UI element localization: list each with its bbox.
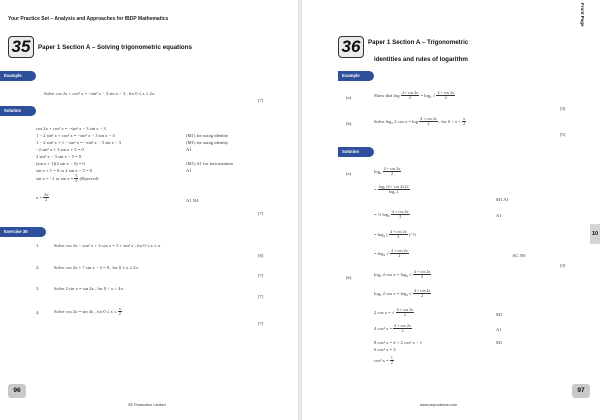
fraction-numerator: 4 + cos 2x — [401, 90, 419, 95]
cos-sq-result: cos² x = — [374, 357, 389, 363]
fraction-numerator: 5 — [75, 173, 78, 178]
fraction-denominator: 2 — [403, 312, 406, 318]
fraction-numerator: 4 + cos 2x — [437, 90, 455, 95]
exercise-number: 4. — [36, 310, 40, 315]
fraction-denominator: 2 — [421, 274, 424, 280]
section-title: Paper 1 Section A – Solving trigonometric equations — [38, 44, 192, 51]
solution-a-line-3 — [374, 210, 410, 220]
page-number: 96 — [8, 384, 26, 398]
fraction — [390, 249, 409, 259]
exercise-label: Exercise 35 — [0, 227, 46, 237]
solution-a-line-1 — [374, 167, 401, 177]
rejected-note: (Rejected) — [79, 175, 99, 181]
example-label: Example — [338, 71, 374, 81]
fraction — [391, 210, 410, 220]
question-b-suffix: , for 0 < x < — [438, 118, 461, 124]
section-title-line-1: Paper 1 Section A – Trigonometric — [368, 39, 469, 46]
solution-line: cos 2x + cos² x = −sin² x − 3 sin x − 3 — [36, 126, 106, 131]
fraction-inner: 4 + cos 2x — [387, 184, 405, 189]
solution-a-marks: [3] — [560, 263, 566, 268]
solution-note: (M1) for using identity — [186, 140, 229, 145]
log-base: = log₂ ( — [374, 231, 388, 237]
fraction-denominator: 2 — [427, 121, 430, 127]
exponent-half: )^½ — [408, 231, 416, 237]
fraction — [462, 117, 466, 127]
fraction-denominator: 2 — [398, 253, 401, 259]
question-b — [374, 117, 466, 127]
fraction-denominator: 2 — [399, 214, 402, 220]
page-number: 97 — [572, 384, 590, 398]
log-sign: = log₂ √ — [420, 92, 436, 98]
fraction — [413, 289, 432, 299]
exercise-marks: [7] — [258, 321, 264, 326]
footer-text: SE Production Limited — [128, 403, 166, 407]
exercise-marks: [7] — [258, 294, 264, 299]
solution-line: 1 − 2 sin² x + 1 − sin² x = −sin² x − 3 sin x − 3 — [36, 140, 122, 145]
fraction — [43, 193, 49, 203]
solution-b-line-6: 6 cos² x = 3 — [374, 347, 396, 352]
fraction — [396, 308, 415, 318]
fraction-denominator: 2 — [463, 121, 466, 127]
solution-note: (M1) for using identity — [186, 133, 229, 138]
solution-line: −2 sin² x + 3 sin x + 5 = 0 — [36, 147, 84, 152]
fraction-denominator: 2 — [408, 95, 411, 101]
solution-b-line-2 — [374, 289, 431, 299]
exercise-question-4 — [54, 307, 122, 317]
fraction-denominator: 2 — [390, 171, 393, 177]
solution-b-line-5: 8 cos² x = 4 + 2 cos² x − 1 — [374, 340, 423, 345]
front-page-label: Front Page — [580, 3, 585, 27]
fraction — [413, 270, 432, 280]
example-marks: [7] — [258, 98, 264, 103]
solution-b-a1: A1 — [496, 327, 502, 332]
fraction-denominator: 2 — [390, 360, 393, 366]
question-a-label: (a) — [346, 95, 352, 100]
right-page — [302, 0, 600, 420]
exercise-number: 1. — [36, 243, 40, 248]
fraction-denominator: 2 — [421, 293, 424, 299]
fraction-numerator: 3π — [44, 192, 49, 197]
exercise-question: Solve 2 sin x = sin 2x , for 0 < x < 4π . — [54, 286, 126, 291]
solution-b-line-3 — [374, 308, 414, 318]
fraction — [389, 230, 408, 240]
fraction — [118, 307, 122, 317]
fraction-numerator: π — [463, 116, 466, 121]
solution-final — [36, 193, 49, 203]
fraction — [401, 91, 420, 101]
solution-a-label: (a) — [346, 171, 352, 176]
solution-note: A1 — [186, 168, 192, 173]
footer-text: www.seprodstore.com — [420, 403, 458, 407]
solution-final-note: A1 N4 — [186, 198, 199, 203]
equals-sign: = — [374, 186, 377, 192]
solution-note: A1 — [186, 147, 192, 152]
fraction — [390, 356, 394, 366]
fraction-denominator: 2 — [444, 95, 447, 101]
fraction — [383, 167, 402, 177]
question-b-prefix: Solve log₂ 2 cos x = log — [374, 118, 419, 124]
fraction-numerator: 4 + cos 2x — [396, 307, 414, 312]
solution-b-m1b: M1 — [496, 340, 503, 345]
half-log: = ½ log₂ — [374, 211, 390, 217]
fraction-numerator: 1 — [390, 355, 393, 360]
rejected-prefix: sin x = −1 or sin x = — [36, 175, 74, 181]
fraction-numerator: π — [118, 306, 121, 311]
fraction-numerator: 4 + cos 2x — [413, 269, 431, 274]
exercise-question: Solve cos 2x + 7 sin x − 4 = 0 , for 0 ≤ x ≤ 2π . — [54, 265, 141, 270]
fraction — [419, 117, 438, 127]
fraction-denominator: 2 — [75, 178, 78, 184]
book-title: Your Practice Set – Analysis and Approaches for IBDP Mathematics — [8, 16, 169, 22]
question-b-label: (b) — [346, 121, 352, 126]
question-a-prefix: Show that log — [374, 92, 400, 98]
section-number-badge: 35 — [8, 36, 34, 58]
question-a-marks: [3] — [560, 106, 566, 111]
fraction-numerator: log₂ (4 + cos 2x)/2 — [378, 184, 409, 189]
fraction — [74, 174, 78, 184]
left-page — [0, 0, 298, 420]
solution-a-ag: AG N0 — [512, 253, 526, 258]
solution-a-a1: A1 — [496, 213, 502, 218]
cos-eq: 2 cos x = √ — [374, 309, 395, 315]
solution-label: Solution — [0, 106, 36, 116]
fraction — [393, 324, 412, 334]
solution-line: (sin x + 1)(2 sin x − 5) = 0 — [36, 161, 85, 166]
solution-a-line-5 — [374, 249, 409, 259]
example-question: Solve cos 2x + cos² x = −sin² x − 3 sin x − 3 , for 0 ≤ x ≤ 2π . — [44, 91, 157, 96]
section-number-badge: 36 — [338, 36, 364, 58]
fraction-numerator: 4 + cos 2x — [391, 248, 408, 253]
fraction-numerator: 4 + cos 2x — [391, 209, 409, 214]
fraction-denominator: 2 — [397, 234, 400, 240]
solution-a-line-4 — [374, 230, 416, 240]
fraction-denominator: log₂ 2 — [388, 189, 399, 195]
exercise-question: Solve cos 2x = sin 4x , for 0 ≤ x ≤ — [54, 308, 117, 314]
log-eq: log₂ 2 cos x = log₂ √ — [374, 271, 412, 277]
fraction-numerator: 4 + cos 2x — [390, 229, 407, 234]
fraction-numerator: 4 + cos 2x — [383, 166, 401, 171]
solution-b-m1: M1 — [496, 312, 503, 317]
solution-a-m1a1: M1 A1 — [496, 197, 509, 202]
fraction-numerator: 4 + cos 2x — [413, 288, 431, 293]
fraction — [378, 185, 410, 195]
solution-label: Solution — [338, 147, 374, 157]
fraction-numerator: 4 + cos 2x — [394, 323, 411, 328]
exercise-marks: [7] — [258, 273, 264, 278]
exercise-number: 2. — [36, 265, 40, 270]
solution-line-rejected — [36, 174, 98, 184]
solution-b-line-1 — [374, 270, 431, 280]
section-title-line-2: identities and rules of logarithm — [374, 56, 468, 63]
exercise-question: Solve cos 2x − cos² x + 3 cos x = 3 + sin² x , for 0 ≤ x ≤ π . — [54, 243, 163, 248]
cos-sq-eq: 4 cos² x = — [374, 325, 393, 331]
solution-line: sin x + 1 = 0 or 2 sin x − 5 = 0 — [36, 168, 92, 173]
solution-note: (M1) A1 for factorization — [186, 161, 233, 166]
solution-b-line-4 — [374, 324, 412, 334]
fraction-denominator: 2 — [45, 197, 48, 203]
example-label: Example — [0, 71, 36, 81]
log-sqrt: = log₂ √ — [374, 250, 389, 256]
exercise-number: 3. — [36, 286, 40, 291]
solution-marks: [7] — [258, 211, 264, 216]
fraction-denominator: 2 — [118, 311, 121, 317]
solution-b-label: (b) — [346, 275, 352, 280]
solution-a-line-2 — [374, 185, 410, 195]
fraction-numerator: 4 + cos 2x — [420, 116, 437, 121]
chapter-tab: 10 — [590, 224, 600, 244]
question-a — [374, 91, 455, 101]
exercise-marks: [6] — [258, 253, 264, 258]
solution-b-line-7 — [374, 356, 394, 366]
log-eq: log₂ 2 cos x = log₂ √ — [374, 290, 412, 296]
fraction-denominator: 2 — [401, 328, 404, 334]
fraction — [436, 91, 455, 101]
solution-line: 2 sin² x − 3 sin x − 5 = 0 — [36, 154, 82, 159]
final-prefix: x = — [36, 194, 43, 200]
solution-line: 1 − 2 sin² x + cos² x = −sin² x − 3 sin x − 3 — [36, 133, 115, 138]
log-base: log₂ — [374, 168, 382, 174]
question-b-marks: [5] — [560, 132, 566, 137]
